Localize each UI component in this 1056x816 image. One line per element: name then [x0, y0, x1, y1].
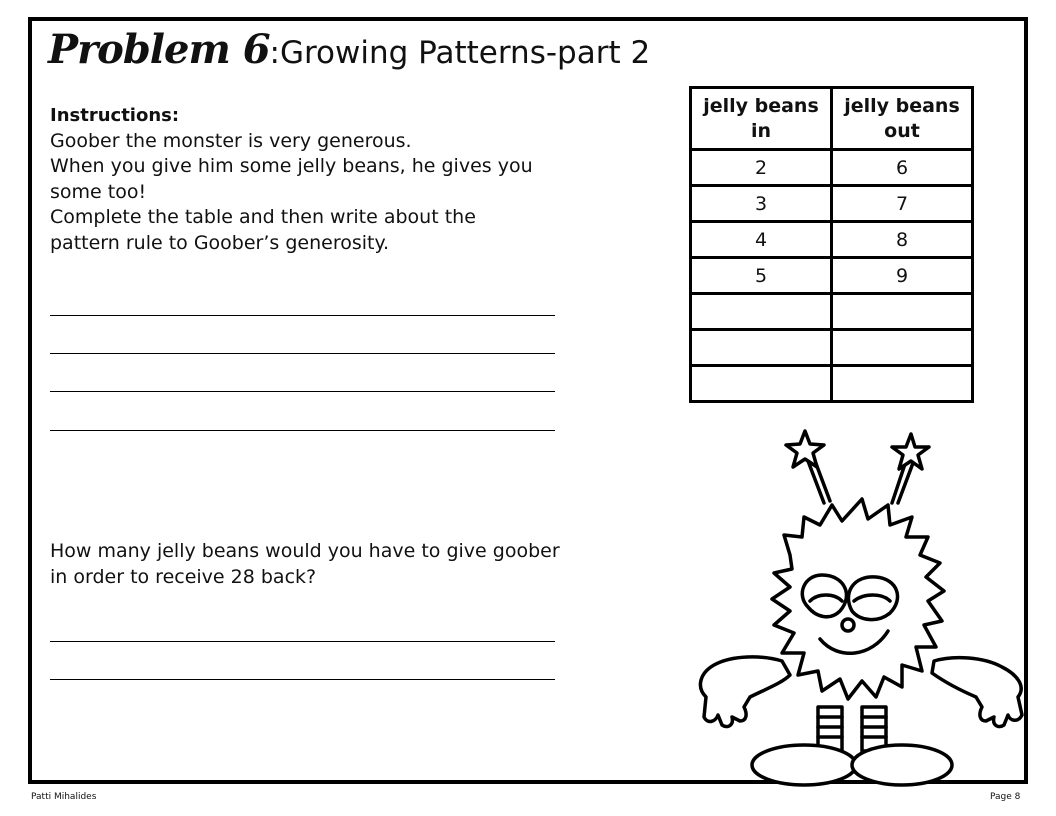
instruction-line-1: Goober the monster is very generous. — [50, 129, 412, 152]
answer-line-4[interactable] — [50, 430, 555, 431]
blank-cell-out[interactable] — [832, 294, 973, 330]
blank-cell-in[interactable] — [691, 294, 832, 330]
blank-cell-out[interactable] — [832, 330, 973, 366]
cell-out: 9 — [832, 258, 973, 294]
answer-line-1[interactable] — [50, 315, 555, 316]
problem-topic: :Growing Patterns-part 2 — [269, 35, 651, 71]
header-out: jelly beans out — [832, 88, 973, 150]
page-number: Page 8 — [990, 792, 1021, 802]
instructions-block — [50, 103, 590, 256]
table-row — [691, 150, 973, 186]
left-star-icon — [786, 431, 824, 467]
answer-line-2[interactable] — [50, 353, 555, 354]
header-in: jelly beans in — [691, 88, 832, 150]
nose — [842, 619, 854, 631]
question-answer-line-1[interactable] — [50, 641, 555, 642]
answer-line-3[interactable] — [50, 391, 555, 392]
table-row — [691, 294, 973, 330]
table-row — [691, 222, 973, 258]
right-arm — [932, 658, 1022, 727]
cell-in: 3 — [691, 186, 832, 222]
table-row — [691, 186, 973, 222]
blank-cell-out[interactable] — [832, 366, 973, 402]
blank-cell-in[interactable] — [691, 330, 832, 366]
left-antenna-icon — [808, 461, 830, 503]
table-row — [691, 366, 973, 402]
instructions-heading: Instructions: — [50, 105, 180, 126]
right-star-icon — [892, 434, 929, 469]
cell-in: 2 — [691, 150, 832, 186]
page-title — [48, 26, 650, 73]
cell-in: 4 — [691, 222, 832, 258]
left-arm — [700, 657, 790, 727]
cell-out: 6 — [832, 150, 973, 186]
table-row — [691, 330, 973, 366]
author-credit: Patti Mihalides — [31, 792, 97, 802]
instruction-line-3: Complete the table and then write about the pattern rule to Goober’s generosity. — [50, 206, 476, 254]
right-leg — [862, 707, 886, 751]
instruction-line-2: When you give him some jelly beans, he gives you some too! — [50, 155, 533, 203]
cell-out: 8 — [832, 222, 973, 258]
table-header-row — [691, 88, 973, 150]
right-foot — [852, 745, 952, 785]
question-answer-line-2[interactable] — [50, 679, 555, 680]
goober-monster-illustration — [692, 425, 1038, 787]
problem-number: Problem 6 — [48, 26, 270, 73]
cell-in: 5 — [691, 258, 832, 294]
table-row — [691, 258, 973, 294]
jelly-bean-table — [689, 86, 974, 403]
left-foot — [752, 745, 856, 785]
cell-out: 7 — [832, 186, 973, 222]
blank-cell-in[interactable] — [691, 366, 832, 402]
question-text: How many jelly beans would you have to give goober in order to receive 28 back? — [50, 540, 560, 588]
